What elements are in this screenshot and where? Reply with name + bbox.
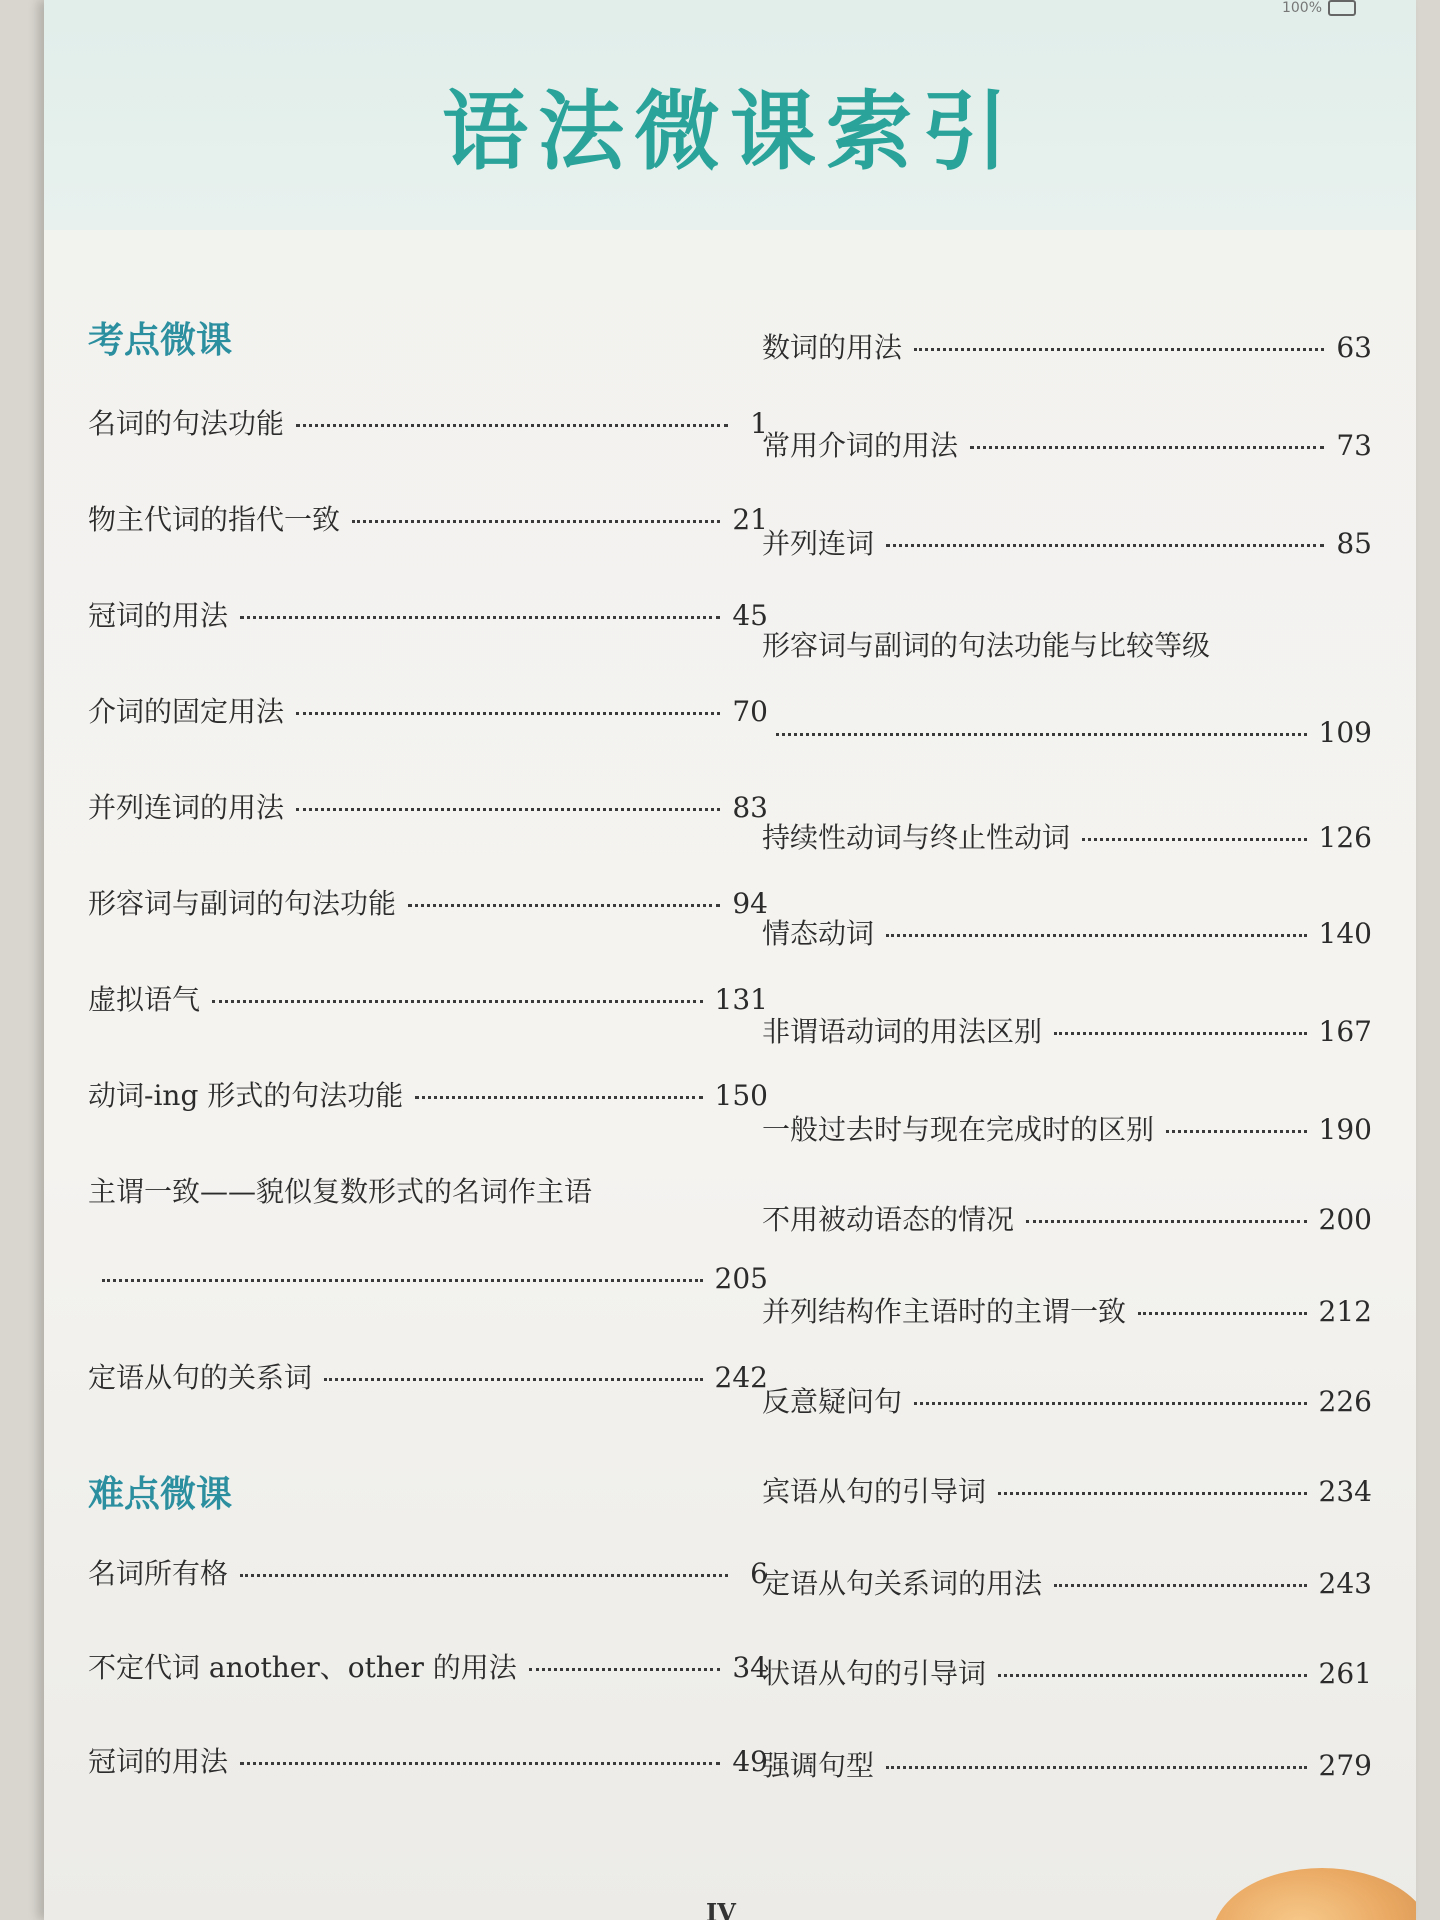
leader-dots <box>1054 1032 1307 1035</box>
index-entry[interactable] <box>762 1380 1372 1420</box>
section-heading-nandian: 难点微课 <box>88 1474 233 1515</box>
entry-page: 6 <box>750 1557 768 1590</box>
entry-label: 情态动词 <box>762 917 875 950</box>
entry-page: 63 <box>1336 331 1372 364</box>
entry-label: 不用被动语态的情况 <box>762 1203 1015 1236</box>
leader-dots <box>886 934 1307 937</box>
entry-label: 形容词与副词的句法功能与比较等级 <box>762 629 1211 662</box>
index-entry[interactable] <box>762 1470 1372 1510</box>
entry-page: 242 <box>714 1361 768 1394</box>
leader-dots <box>1138 1312 1307 1315</box>
entry-label: 定语从句关系词的用法 <box>762 1567 1043 1600</box>
entry-label: 数词的用法 <box>762 331 903 364</box>
entry-label: 主谓一致——貌似复数形式的名词作主语 <box>88 1175 593 1208</box>
index-entry[interactable] <box>762 816 1372 856</box>
entry-page: 109 <box>1318 716 1372 749</box>
index-entry[interactable] <box>88 1740 768 1780</box>
leader-dots <box>970 446 1324 449</box>
entry-page: 226 <box>1318 1385 1372 1418</box>
entry-label: 反意疑问句 <box>762 1385 903 1418</box>
leader-dots <box>415 1096 702 1099</box>
entry-page: 21 <box>732 503 768 536</box>
entry-page: 94 <box>732 887 768 920</box>
entry-label: 宾语从句的引导词 <box>762 1475 987 1508</box>
entry-page: 279 <box>1318 1749 1372 1782</box>
entry-label: 不定代词 another、other 的用法 <box>88 1651 517 1684</box>
leader-dots <box>998 1492 1307 1495</box>
entry-page: 200 <box>1318 1203 1372 1236</box>
entry-label: 名词所有格 <box>88 1557 229 1590</box>
leader-dots <box>1166 1130 1307 1133</box>
entry-page: 1 <box>750 407 768 440</box>
entry-page: 34 <box>732 1651 768 1684</box>
leader-dots <box>240 616 720 619</box>
entry-label: 动词-ing 形式的句法功能 <box>88 1079 404 1112</box>
book-page <box>44 0 1416 1920</box>
entry-label: 状语从句的引导词 <box>762 1657 987 1690</box>
entry-page: 243 <box>1318 1567 1372 1600</box>
entry-label: 非谓语动词的用法区别 <box>762 1015 1043 1048</box>
entry-page: 49 <box>732 1745 768 1778</box>
entry-label: 持续性动词与终止性动词 <box>762 821 1071 854</box>
entry-page: 190 <box>1318 1113 1372 1146</box>
index-entry[interactable] <box>762 326 1372 366</box>
leader-dots <box>324 1378 703 1381</box>
entry-label: 并列连词的用法 <box>88 791 285 824</box>
entry-label: 并列连词 <box>762 527 875 560</box>
entry-page: 70 <box>732 695 768 728</box>
leader-dots <box>240 1762 720 1765</box>
index-entry[interactable] <box>88 978 768 1018</box>
index-entry[interactable] <box>88 1074 768 1114</box>
index-entry[interactable] <box>88 1175 768 1295</box>
thumb-image <box>1212 1868 1416 1920</box>
entry-page: 205 <box>714 1262 768 1295</box>
leader-dots <box>529 1668 721 1671</box>
leader-dots <box>886 544 1324 547</box>
battery-text: 100% <box>1281 0 1322 16</box>
index-entry[interactable] <box>762 1290 1372 1330</box>
leader-dots <box>1054 1584 1307 1587</box>
entry-label: 形容词与副词的句法功能 <box>88 887 397 920</box>
index-entry[interactable] <box>88 1552 768 1592</box>
entry-label: 冠词的用法 <box>88 1745 229 1778</box>
leader-dots <box>352 520 720 523</box>
index-entry[interactable] <box>88 690 768 730</box>
leader-dots <box>296 808 720 811</box>
entry-page: 83 <box>732 791 768 824</box>
index-entry[interactable] <box>88 1646 768 1686</box>
entry-page: 150 <box>714 1079 768 1112</box>
leader-dots <box>998 1674 1307 1677</box>
entry-label: 并列结构作主语时的主谓一致 <box>762 1295 1127 1328</box>
leader-dots <box>914 348 1324 351</box>
leader-dots <box>914 1402 1307 1405</box>
entry-page: 85 <box>1336 527 1372 560</box>
entry-page: 234 <box>1318 1475 1372 1508</box>
entry-label: 强调句型 <box>762 1749 875 1782</box>
index-entry[interactable] <box>762 1198 1372 1238</box>
index-entry[interactable] <box>762 1652 1372 1692</box>
entry-page: 131 <box>714 983 768 1016</box>
leader-dots <box>296 424 728 427</box>
index-entry[interactable] <box>88 882 768 922</box>
leader-dots <box>886 1766 1307 1769</box>
index-entry[interactable] <box>762 1744 1372 1784</box>
entry-page: 140 <box>1318 917 1372 950</box>
section-heading-kaodian: 考点微课 <box>88 320 233 361</box>
index-entry[interactable] <box>88 594 768 634</box>
leader-dots <box>1026 1220 1307 1223</box>
index-entry[interactable] <box>762 912 1372 952</box>
index-entry[interactable] <box>762 629 1372 749</box>
entry-page: 73 <box>1336 429 1372 462</box>
status-indicator <box>1282 0 1356 20</box>
entry-label: 名词的句法功能 <box>88 407 285 440</box>
index-entry[interactable] <box>762 1562 1372 1602</box>
page-number: IV <box>706 1898 736 1920</box>
index-entry[interactable] <box>762 424 1372 464</box>
index-entry[interactable] <box>88 402 768 442</box>
page-title: 语法微课索引 <box>442 82 1018 182</box>
entry-label: 常用介词的用法 <box>762 429 959 462</box>
entry-page: 45 <box>732 599 768 632</box>
entry-label: 冠词的用法 <box>88 599 229 632</box>
entry-label: 一般过去时与现在完成时的区别 <box>762 1113 1155 1146</box>
leader-dots <box>296 712 720 715</box>
entry-label: 物主代词的指代一致 <box>88 503 341 536</box>
leader-dots <box>408 904 720 907</box>
leader-dots <box>212 1000 703 1003</box>
index-entry[interactable] <box>88 1356 768 1396</box>
index-entry[interactable] <box>88 786 768 826</box>
leader-dots <box>240 1574 728 1577</box>
entry-label: 虚拟语气 <box>88 983 201 1016</box>
entry-page: 126 <box>1318 821 1372 854</box>
index-entry[interactable] <box>88 498 768 538</box>
index-entry[interactable] <box>762 522 1372 562</box>
leader-dots <box>776 733 1307 736</box>
entry-page: 167 <box>1318 1015 1372 1048</box>
index-entry[interactable] <box>762 1010 1372 1050</box>
entry-label: 定语从句的关系词 <box>88 1361 313 1394</box>
entry-page: 261 <box>1318 1657 1372 1690</box>
battery-icon <box>1328 0 1356 16</box>
leader-dots <box>1082 838 1307 841</box>
entry-label: 介词的固定用法 <box>88 695 285 728</box>
index-entry[interactable] <box>762 1108 1372 1148</box>
leader-dots <box>102 1279 703 1282</box>
entry-page: 212 <box>1318 1295 1372 1328</box>
